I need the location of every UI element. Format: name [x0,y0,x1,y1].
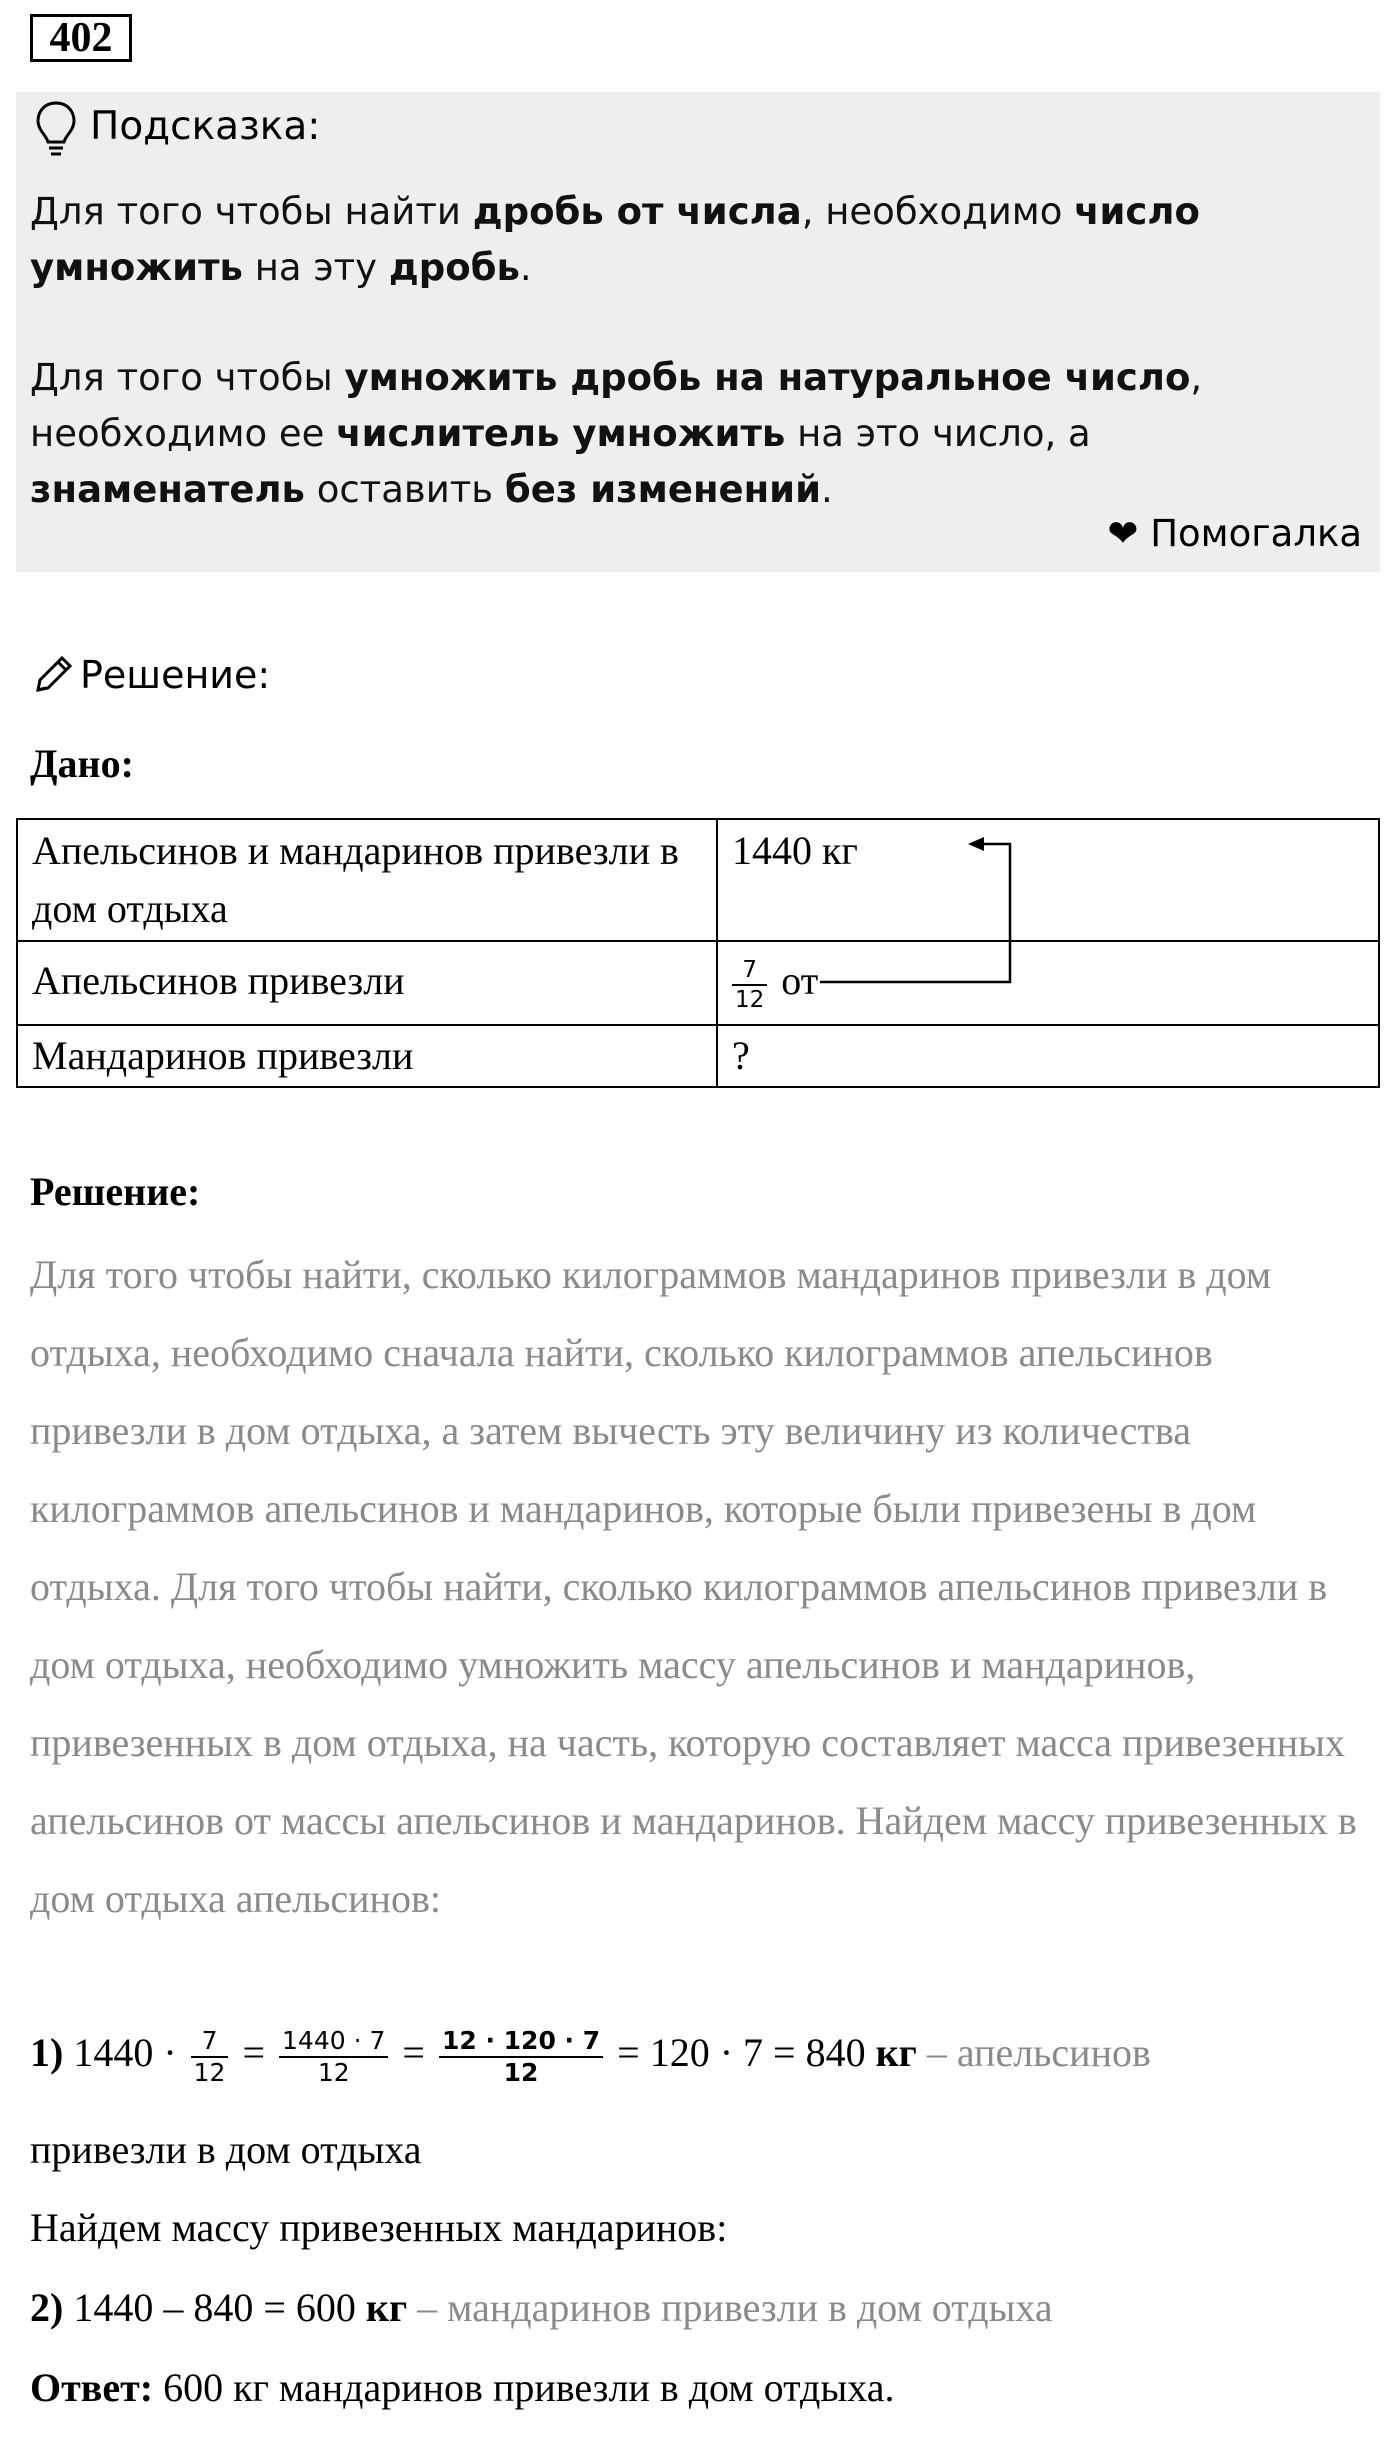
given-table [16,818,1380,1088]
task-number: 402 [30,14,132,62]
table-row [17,819,1379,941]
hint-paragraph-1: Для того чтобы найти дробь от числа, необходимо число умножить на эту дробь. [30,190,1200,289]
mid-text: Найдем массу привезенных мандаринов: [30,2205,728,2250]
step-1-continuation: привезли в дом отдыха [30,2127,422,2172]
table-cell: $\frac{7}{12}$ от [717,941,1379,1025]
table-cell: ? [717,1025,1379,1087]
lightbulb-icon [34,100,78,158]
fraction: $\frac{7}{12}$ [191,2026,229,2088]
table-row [17,941,1379,1025]
step-1: 1) 1440 · $\frac{7}{12}$ = $\frac{1440 \cdot 7}{12}$ = $\frac{12 \cdot 120 \cdot 7}{12}$ = 120 · 7 = 840 кг – апельсинов [30,2026,1151,2087]
solution-paragraph: Для того чтобы найти, сколько килограммов мандаринов привезли в дом отдыха, необходимо сначала найти, сколько килограммов апельсинов привезли в дом отдыха, а затем вычесть эту величину из количества килограммов апельсинов и мандаринов, которые были привезены в дом отдыха. Для того чтобы найти, сколько килограммов апельсинов привезли в дом отдыха, необходимо умножить массу апельсинов и мандаринов, привезенных в дом отдыха, на часть, которую составляет масса привезенных апельсинов от массы апельсинов и мандаринов. Найдем массу привезенных в дом отдыха апельсинов: [30,1252,1357,1921]
table-cell: Апельсинов привезли [17,941,717,1025]
table-cell: 1440 кг [717,819,1379,941]
brand-label: ❤ Помогалка [1107,512,1362,555]
pencil-icon [30,652,76,698]
answer: Ответ: 600 кг мандаринов привезли в дом отдыха. [30,2365,895,2410]
hint-box [16,92,1380,572]
connector-arrow [800,820,1040,1000]
solution-header: Решение: [30,652,270,698]
table-cell: Мандаринов привезли [17,1025,717,1087]
heart-icon: ❤ [1107,512,1139,555]
solution-title: Решение: [30,1169,201,1214]
hint-title: Подсказка: [90,104,321,149]
hint-paragraph-2: Для того чтобы умножить дробь на натуральное число, необходимо ее числитель умножить на это число, а знаменатель оставить без изменений. [30,356,1203,511]
fraction: $\frac{12 \cdot 120 \cdot 7}{12}$ [439,2026,603,2088]
table-cell: Апельсинов и мандаринов привезли в дом отдыха [17,819,717,941]
given-title: Дано: [30,741,134,786]
table-row [17,1025,1379,1087]
step-2: 2) 1440 – 840 = 600 кг – мандаринов привезли в дом отдыха [30,2285,1053,2330]
fraction: $\frac{1440 \cdot 7}{12}$ [279,2026,388,2088]
fraction: $\frac{7}{12}$ [732,956,767,1014]
